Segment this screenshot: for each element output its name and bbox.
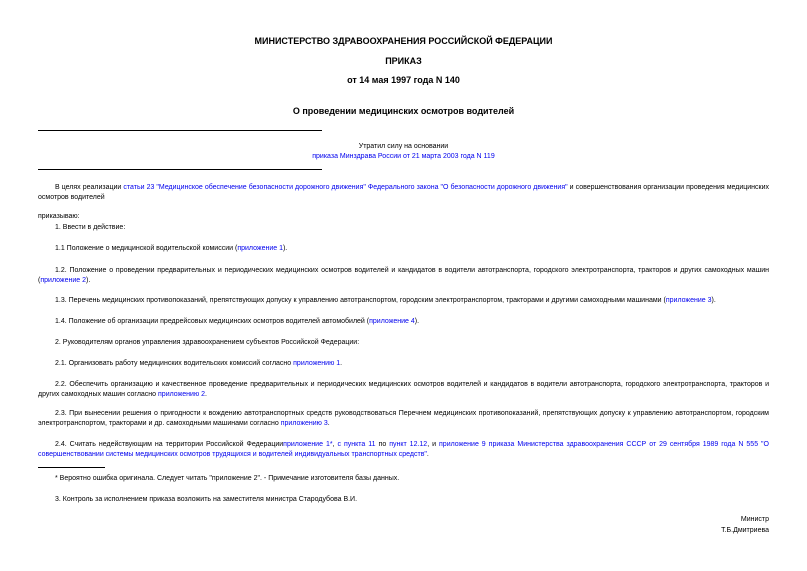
appendix-1-star-link[interactable]: приложение 1* (283, 441, 333, 448)
item-1-1 (38, 244, 769, 254)
intro-paragraph (38, 183, 769, 202)
prikazyvayu-line: приказываю: (38, 213, 80, 220)
item-3: 3. Контроль за исполнением приказа возложить на заместителя министра Стародубова В.И. (55, 496, 358, 503)
point-11-link[interactable]: с пункта 11 (337, 441, 376, 448)
date-heading: от 14 мая 1997 года N 140 (347, 75, 460, 85)
intro-text-end: и совершенствования организации проведения медицинских осмотров водителей (38, 184, 769, 201)
item-1-4 (38, 317, 769, 327)
federal-law-link[interactable]: статьи 23 "Медицинское обеспечение безопасности дорожного движения" Федерального закона "О безопасности дорожного движения" (123, 184, 568, 191)
signature-role: Министр (740, 516, 769, 523)
appendix-3-link[interactable]: приложение 3 (665, 297, 712, 304)
item-1-1-end: ). (282, 245, 288, 252)
status-link-line (0, 153, 807, 160)
item-2-4-sep3: , и (427, 441, 440, 448)
item-2-1-end: . (340, 360, 343, 367)
repeal-order-link[interactable]: приказа Минздрава России от 21 марта 2003 года N 119 (312, 153, 495, 160)
item-2-4-sep1: , (332, 441, 338, 448)
signature-name: Т.Б.Дмитриева (721, 527, 769, 534)
appendix-2-link[interactable]: приложение 2 (40, 276, 86, 284)
item-1-2-end: ). (86, 276, 91, 284)
item-2-4-end: . (426, 450, 429, 458)
item-2-3-end: . (327, 419, 330, 427)
appendix-1-ref-link[interactable]: приложению 1 (293, 360, 341, 367)
footnote: * Вероятно ошибка оригинала. Следует читать "приложение 2". - Примечание изготовителя базы данных. (55, 475, 400, 482)
item-1-2 (38, 266, 769, 285)
item-1-3-text: 1.3. Перечень медицинских противопоказаний, препятствующих допуску к управлению автотранспортом, городским электротранспортом, тракторами и другими самоходными машинами ( (55, 297, 666, 304)
item-1-3 (38, 296, 769, 306)
appendix-4-link[interactable]: приложение 4 (369, 318, 415, 325)
appendix-2-ref-link[interactable]: приложению 2 (158, 390, 206, 398)
item-2-1-text: 2.1. Организовать работу медицинских водительских комиссий согласно (55, 360, 294, 367)
item-1-1-text: 1.1 Положение о медицинской водительской комиссии ( (55, 245, 238, 252)
document-title: О проведении медицинских осмотров водителей (292, 106, 515, 116)
item-2-2-end: . (205, 390, 207, 398)
intro-text: В целях реализации (55, 184, 124, 191)
ministry-heading: МИНИСТЕРСТВО ЗДРАВООХРАНЕНИЯ РОССИЙСКОЙ ФЕДЕРАЦИИ (254, 36, 553, 46)
point-12-12-link[interactable]: пункт 12.12 (389, 441, 428, 448)
item-1-4-text: 1.4. Положение об организации предрейсовых медицинских осмотров водителей автомобилей ( (55, 318, 370, 325)
item-2-4-sep2: по (375, 441, 390, 448)
ussr-order-555-link[interactable]: приложение 9 приказа Министерства здравоохранения СССР от 29 сентября 1989 года N 555 "О совершенствовании системы медицинских осмотров трудящихся и водителей индивидуальных транспортных средств" (38, 441, 769, 458)
item-2: 2. Руководителям органов управления здравоохранением субъектов Российской Федерации: (55, 339, 360, 346)
status-note: Утратил силу на основании (358, 143, 449, 150)
top-divider (38, 130, 322, 131)
appendix-3-ref-link[interactable]: приложению 3 (280, 419, 328, 427)
doctype-heading: ПРИКАЗ (385, 56, 422, 66)
item-2-2 (38, 380, 769, 399)
footnote-divider (38, 467, 105, 468)
item-1-3-end: ). (711, 297, 716, 304)
item-1-2-text: 1.2. Положение о проведении предварительных и периодических медицинских осмотров водителей и кандидатов в водители автотранспорта, городского электротранспорта, тракторов и других самоходных машин ( (38, 267, 769, 284)
item-2-1 (38, 359, 769, 369)
item-2-3-text: 2.3. При вынесении решения о пригодности к вождению автотранспортных средств руководствоваться Перечнем медицинских противопоказаний, препятствующих допуску к управлению автотранспортом, городским электротранспортом, тракторами и др. самоходными машинами согласно (38, 410, 769, 427)
item-2-4 (38, 440, 769, 459)
item-1-4-end: ). (414, 318, 420, 325)
item-2-3 (38, 409, 769, 428)
bottom-divider (38, 169, 322, 170)
item-1: 1. Ввести в действие: (55, 224, 126, 231)
appendix-1-link[interactable]: приложение 1 (237, 245, 283, 252)
item-2-2-text: 2.2. Обеспечить организацию и качественное проведение предварительных и периодических медицинских осмотров водителей и кандидатов в водители автотранспорта, городского электротранспорта, тракторов и других самоходных машин согласно (38, 381, 769, 398)
item-2-4-text: 2.4. Считать недействующим на территории Российской Федерации (55, 441, 284, 448)
